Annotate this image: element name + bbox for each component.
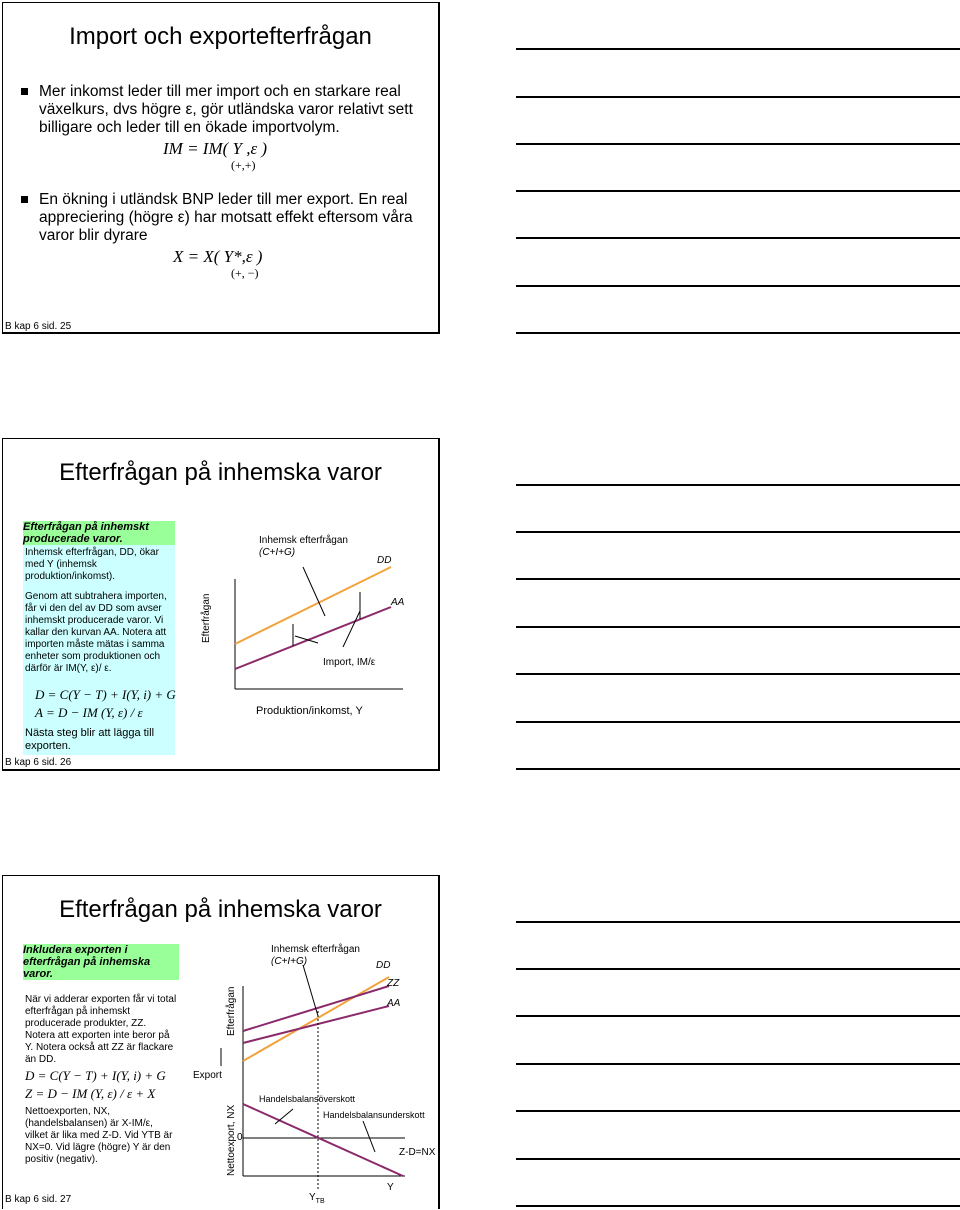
panel-next-step: Nästa steg blir att lägga till exporten. xyxy=(25,727,155,752)
dd-line xyxy=(243,977,389,1061)
pointer-line xyxy=(363,1121,375,1152)
aa-label: AA xyxy=(387,998,401,1009)
slide-1 xyxy=(2,2,440,334)
ytb-label-sub: TB xyxy=(315,1198,325,1205)
panel-paragraph-2: Genom att subtrahera importen, får vi den del av DD som avser inhemskt producerade varor. Vi kallar den kurvan AA. Notera att importen måste mätas i samma enheter som produktionen och därför är IM(Y, ε)/ ε. xyxy=(25,591,167,674)
bullet-square-icon xyxy=(21,88,28,95)
x-axis-label: Produktion/inkomst, Y xyxy=(256,705,363,717)
slide-2-title: Efterfrågan på inhemska varor xyxy=(59,459,382,486)
demand-chart xyxy=(3,876,439,1210)
ytb-label xyxy=(309,1192,325,1205)
domestic-demand-sub: (C+I+G) xyxy=(271,956,308,967)
import-label: Import, IM/ε xyxy=(323,657,376,668)
export-label: Export xyxy=(193,1070,222,1081)
bullet-1 xyxy=(39,83,419,137)
y-axis-label: Efterfrågan xyxy=(201,593,212,643)
dd-label: DD xyxy=(377,555,392,566)
pointer-line xyxy=(343,611,360,647)
slide-2 xyxy=(2,438,440,771)
domestic-demand-sub: (C+I+G) xyxy=(259,547,296,558)
equation-d: D = C(Y − T) + I(Y, i) + G xyxy=(25,1068,166,1083)
demand-chart xyxy=(3,439,439,769)
panel-heading: Inkludera exporten i efterfrågan på inhemska varor. xyxy=(23,944,179,980)
equation-a: A = D − IM (Y, ε) / ε xyxy=(35,705,143,720)
slide-3 xyxy=(2,875,440,1209)
panel-paragraph-1: När vi adderar exporten får vi total efterfrågan på inhemskt producerade produkter, ZZ. Notera att exporten inte beror på Y. Notera också att ZZ är flackare än DD. xyxy=(25,994,177,1065)
bullet-2-text: En ökning i utländsk BNP leder till mer export. En real appreciering (högre ε) har motsatt effekt eftersom våra varor blir dyrare xyxy=(39,191,413,244)
panel-heading: Efterfrågan på inhemskt producerade varor. xyxy=(23,521,175,545)
page-reference: B kap 6 sid. 26 xyxy=(5,757,72,768)
domestic-demand-label: Inhemsk efterfrågan xyxy=(271,944,360,955)
bullet-square-icon xyxy=(21,196,28,203)
slide-1-title: Import och exportefterfrågan xyxy=(69,23,372,50)
surplus-label: Handelsbalansöverskott xyxy=(259,1094,356,1104)
equation-z: Z = D − IM (Y, ε) / ε + X xyxy=(25,1086,156,1101)
y-axis-label-top: Efterfrågan xyxy=(226,986,237,1036)
pointer-line xyxy=(303,965,318,1016)
zero-label: 0 xyxy=(237,1132,243,1143)
zz-label: ZZ xyxy=(387,978,400,989)
domestic-demand-label: Inhemsk efterfrågan xyxy=(259,535,348,546)
bullet-1-text: Mer inkomst leder till mer import och en starkare real växelkurs, dvs högre ε, gör utländska varor relativt sett billigare och leder till en ökade importvolym. xyxy=(39,83,413,136)
equation-d: D = C(Y − T) + I(Y, i) + G xyxy=(35,687,176,702)
equation-x: X = X( Y*,ε ) xyxy=(173,247,263,266)
equation-im: IM = IM( Y ,ε ) xyxy=(163,139,268,158)
panel-paragraph-2: Nettoexporten, NX, (handelsbalansen) är X-IM/ε, vilket är lika med Z-D. Vid YTB är NX=0. Vid lägre (högre) Y är den positiv (negativ). xyxy=(25,1106,173,1165)
aa-label: AA xyxy=(391,597,405,608)
panel-paragraph-1: Inhemsk efterfrågan, DD, ökar med Y (inhemsk produktion/inkomst). xyxy=(25,547,159,582)
y-axis-end-label: Y xyxy=(387,1182,394,1193)
equation-x-signs: (+, −) xyxy=(231,266,259,280)
ytb-label-y: Y xyxy=(309,1192,316,1203)
z-d-nx-label: Z-D=NX xyxy=(399,1147,436,1158)
y-axis-label-bottom: Nettoexport, NX xyxy=(226,1104,237,1176)
deficit-label: Handelsbalansunderskott xyxy=(323,1110,425,1120)
bullet-2 xyxy=(39,191,419,245)
dd-label: DD xyxy=(376,960,391,971)
dd-line xyxy=(235,567,391,644)
page-reference: B kap 6 sid. 25 xyxy=(5,321,72,332)
slide-3-title: Efterfrågan på inhemska varor xyxy=(59,896,382,923)
page-reference: B kap 6 sid. 27 xyxy=(5,1194,72,1205)
equation-im-signs: (+,+) xyxy=(231,158,256,172)
